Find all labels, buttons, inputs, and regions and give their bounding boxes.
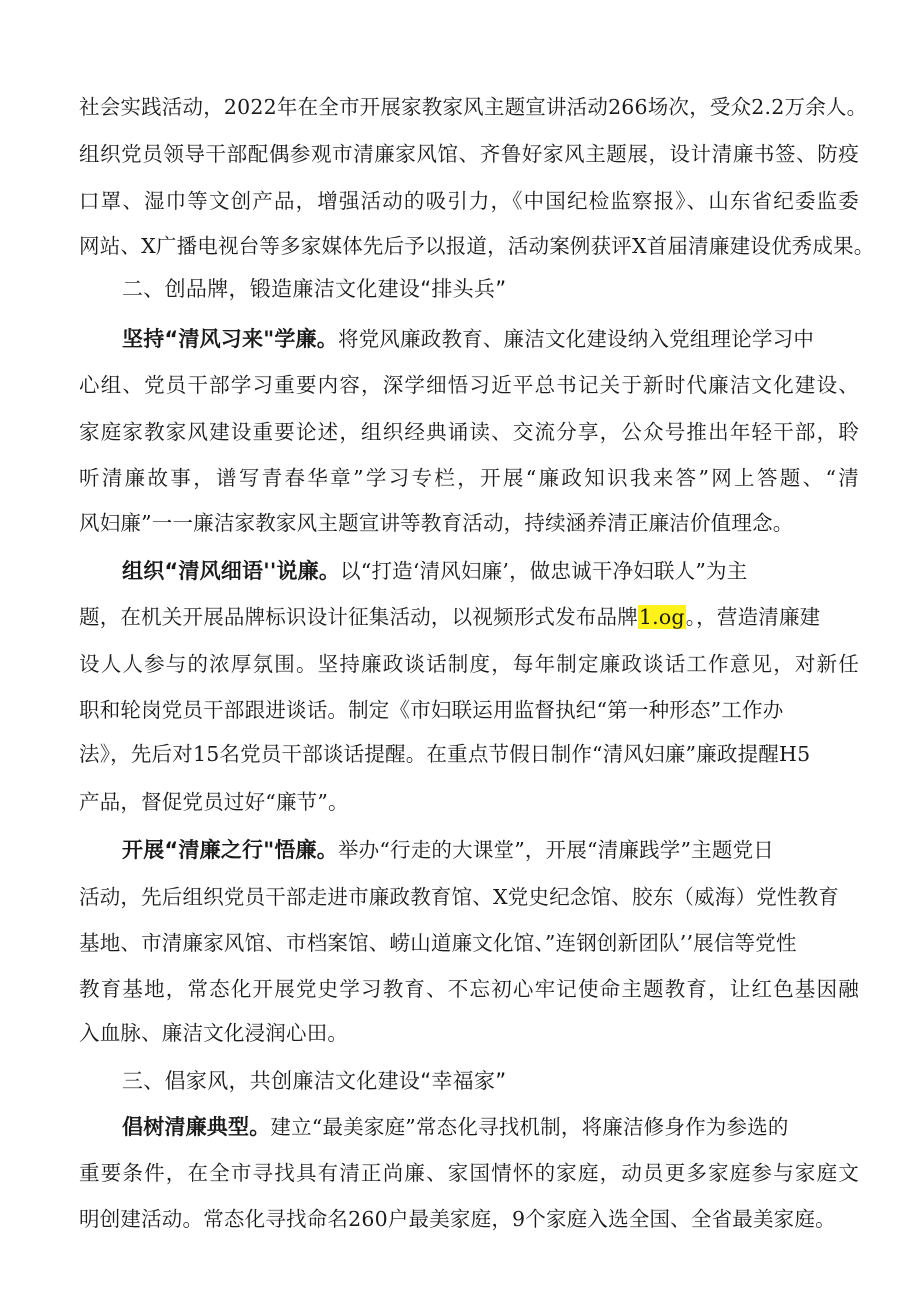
highlighted-text: 1.og [638, 605, 685, 629]
paragraph-line: 入血脉、廉洁文化浸润心田。 [79, 1021, 349, 1045]
paragraph-line: 产品，督促党员过好“廉节”。 [79, 790, 349, 814]
paragraph-line: 明创建活动。常态化寻找命名260户最美家庭，9个家庭入选全国、全省最美家庭。 [79, 1207, 836, 1231]
paragraph-text: 将党风廉政教育、廉洁文化建设纳入党组理论学习中 [337, 327, 815, 351]
paragraph-line [122, 1106, 789, 1148]
paragraph-line: 风妇廉”一一廉洁家教家风主题宣讲等教育活动，持续涵养清正廉洁价值理念。 [79, 511, 794, 535]
paragraph-text: 题，在机关开展品牌标识设计征集活动，以视频形式发布品牌 [79, 605, 638, 629]
paragraph-line: 社会实践活动，2022年在全市开展家教家风主题宣讲活动266场次，受众2.2万余人。 [79, 95, 868, 119]
paragraph-line: 口罩、湿巾等文创产品，增强活动的吸引力，《中国纪检监察报》、山东省纪委监委 [79, 189, 859, 213]
paragraph-line: 听清廉故事，谱写青春华章”学习专栏，开展“廉政知识我来答”网上答题、“清 [79, 466, 859, 490]
paragraph-line: 基地、市清廉家风馆、市档案馆、崂山道廉文化馆、”连钢创新团队’’展信等党性 [79, 931, 797, 955]
paragraph-line: 心组、党员干部学习重要内容，深学细悟习近平总书记关于新时代廉洁文化建设、 [79, 373, 859, 397]
paragraph-line: 活动，先后组织党员干部走进市廉政教育馆、X党史纪念馆、胶东（威海）党性教育 [79, 885, 839, 909]
paragraph-line: 组织党员领导干部配偶参观市清廉家风馆、齐鲁好家风主题展，设计清廉书签、防疫 [79, 142, 859, 166]
lead-phrase: 组织“清风细语''说廉。 [122, 559, 341, 583]
paragraph-line [122, 550, 747, 592]
paragraph-line: 教育基地，常态化开展党史学习教育、不忘初心牢记使命主题教育，让红色基因融 [79, 977, 859, 1001]
paragraph-text: 。，营造清廉建 [685, 605, 821, 629]
paragraph-line [79, 596, 820, 638]
paragraph-line [122, 318, 814, 360]
lead-phrase: 开展“清廉之行"悟廉。 [122, 838, 338, 862]
paragraph-line: 网站、X广播电视台等多家媒体先后予以报道，活动案例获评X首届清廉建设优秀成果。 [79, 234, 875, 258]
paragraph-line: 设人人参与的浓厚氛围。坚持廉政谈话制度，每年制定廉政谈话工作意见，对新任 [79, 652, 859, 676]
paragraph-text: 举办“行走的大课堂”，开展“清廉践学”主题党日 [337, 838, 774, 862]
lead-phrase: 倡树清廉典型。 [122, 1115, 271, 1139]
paragraph-line: 职和轮岗党员干部跟进谈话。制定《市妇联运用监督执纪“第一种形态”工作办 [79, 698, 784, 722]
paragraph-line: 重要条件，在全市寻找具有清正尚廉、家国情怀的家庭，动员更多家庭参与家庭文 [79, 1161, 859, 1185]
lead-phrase: 坚持“清风习来"学廉。 [122, 327, 338, 351]
paragraph-text: 以“打造‘清风妇廉’，做忠诚干净妇联人”为主 [340, 559, 748, 583]
section-heading-2: 二、创品牌，锻造廉洁文化建设“排头兵” [122, 277, 507, 301]
paragraph-line: 法》，先后对15名党员干部谈话提醒。在重点节假日制作“清风妇廉”廉政提醒H5 [79, 742, 811, 766]
paragraph-line: 家庭家教家风建设重要论述，组织经典诵读、交流分享，公众号推出年轻干部，聆 [79, 420, 859, 444]
paragraph-text: 建立“最美家庭”常态化寻找机制，将廉洁修身作为参选的 [270, 1115, 789, 1139]
section-heading-3: 三、倡家风，共创廉洁文化建设“幸福家” [122, 1069, 507, 1093]
paragraph-line [122, 829, 774, 871]
